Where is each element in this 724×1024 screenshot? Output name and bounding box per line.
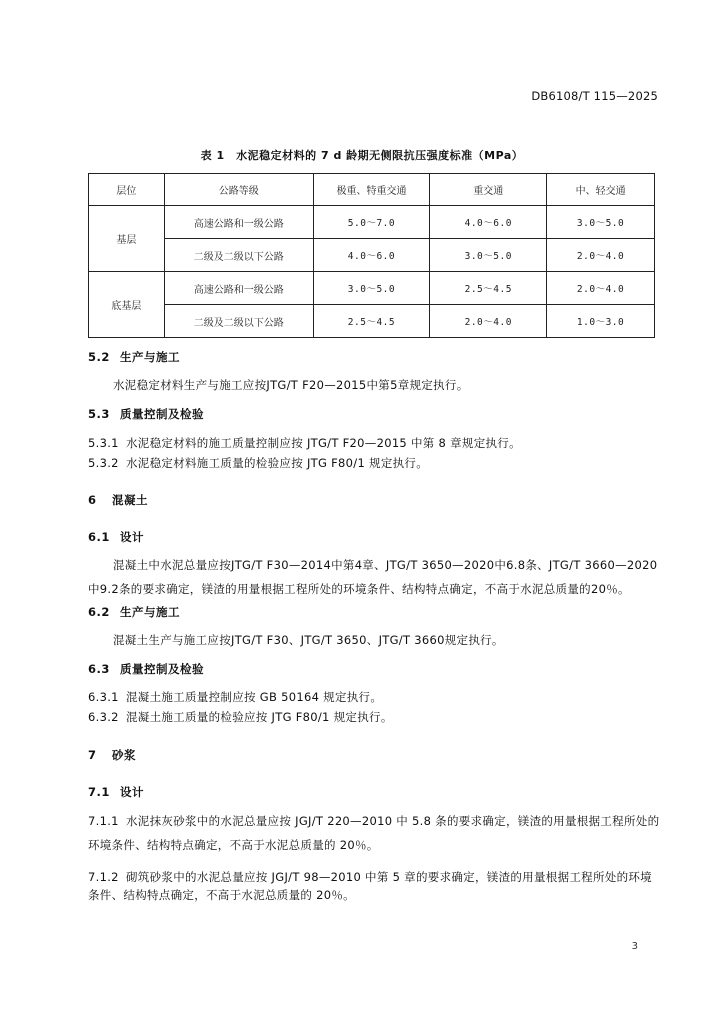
road-grade-cell: 高速公路和一级公路: [164, 272, 313, 305]
section-heading-6-1: [88, 529, 144, 545]
table-row: [89, 272, 655, 305]
section-title: 砂浆: [112, 748, 136, 762]
layer-cell: 基层: [89, 206, 165, 272]
clause-5-3-1: [88, 435, 658, 451]
clause-number: 7.1.2: [88, 870, 119, 884]
layer-cell: 底基层: [89, 272, 165, 338]
value-cell: 1.0～3.0: [547, 305, 655, 338]
chapter-heading-6: [88, 492, 148, 508]
paragraph: 水泥稳定材料生产与施工应按JTG/T F20—2015中第5章规定执行。: [113, 378, 469, 392]
column-header: 层位: [89, 174, 165, 206]
section-number: 5.3: [88, 407, 110, 421]
clause-number: 7.1.1: [88, 814, 119, 828]
clause-number: 5.3.1: [88, 436, 119, 450]
clause-text: 水泥稳定材料的施工质量控制应按 JTG/T F20—2015 中第 8 章规定执行。: [126, 436, 521, 450]
value-cell: 3.0～5.0: [430, 239, 547, 272]
column-header: 公路等级: [164, 174, 313, 206]
value-cell: 2.0～4.0: [547, 272, 655, 305]
section-number: 7.1: [88, 785, 110, 799]
clause-text: 砌筑砂浆中的水泥总量应按 JGJ/T 98—2010 中第 5 章的要求确定，镁渣的用量根据工程所处的环境条件、结构特点确定，不高于水泥总质量的 20％。: [88, 870, 652, 902]
clause-text: 混凝土施工质量控制应按 GB 50164 规定执行。: [126, 690, 383, 704]
road-grade-cell: 二级及二级以下公路: [164, 305, 313, 338]
clause-text: 水泥抹灰砂浆中的水泥总量应按 JGJ/T 220—2010 中 5.8 条的要求确定，镁渣的用量根据工程所处的环境条件、结构特点确定，不高于水泥总质量的 20％。: [88, 814, 660, 852]
section-title: 生产与施工: [120, 605, 180, 619]
column-header: 极重、特重交通: [313, 174, 430, 206]
value-cell: 4.0～6.0: [430, 206, 547, 239]
section-title: 设计: [120, 530, 144, 544]
section-title: 设计: [120, 785, 144, 799]
clause-7-1-2: [88, 868, 660, 904]
column-header: 重交通: [430, 174, 547, 206]
table-row: [89, 206, 655, 239]
column-header: 中、轻交通: [547, 174, 655, 206]
section-number: 6.1: [88, 530, 110, 544]
table-row: [89, 239, 655, 272]
chapter-heading-7: [88, 747, 136, 763]
value-cell: 3.0～5.0: [547, 206, 655, 239]
page-number: 3: [631, 941, 638, 952]
value-cell: 5.0～7.0: [313, 206, 430, 239]
section-number: 6.2: [88, 605, 110, 619]
section-heading-7-1: [88, 784, 144, 800]
section-title: 混凝土: [112, 493, 148, 507]
clause-number: 5.3.2: [88, 456, 119, 470]
section-heading-5-3: [88, 406, 204, 422]
clause-7-1-1: [88, 809, 660, 857]
value-cell: 2.0～4.0: [430, 305, 547, 338]
value-cell: 2.0～4.0: [547, 239, 655, 272]
section-number: 6.3: [88, 662, 110, 676]
clause-6-3-1: [88, 689, 658, 705]
section-title: 生产与施工: [120, 350, 180, 364]
strength-standard-table: [88, 173, 655, 338]
clause-number: 6.3.1: [88, 690, 119, 704]
road-grade-cell: 二级及二级以下公路: [164, 239, 313, 272]
table-header-row: [89, 174, 655, 206]
clause-text: 水泥稳定材料施工质量的检验应按 JTG F80/1 规定执行。: [126, 456, 429, 470]
clause-6-3-2: [88, 709, 658, 725]
table-title: 表 1 水泥稳定材料的 7 d 龄期无侧限抗压强度标准（MPa）: [200, 149, 524, 162]
section-number: 5.2: [88, 350, 110, 364]
road-grade-cell: 高速公路和一级公路: [164, 206, 313, 239]
clause-5-3-2: [88, 455, 658, 471]
value-cell: 2.5～4.5: [430, 272, 547, 305]
paragraph: 混凝土中水泥总量应按JTG/T F30—2014中第4章、JTG/T 3650—2020中6.8条、JTG/T 3660—2020中9.2条的要求确定，镁渣的用量根据工程所处的环境条件、结构特点确定，不高于水泥总质量的20％。: [88, 558, 658, 596]
document-id: DB6108/T 115—2025: [531, 89, 658, 103]
section-title: 质量控制及检验: [120, 407, 204, 421]
section-number: 6: [88, 493, 97, 507]
value-cell: 3.0～5.0: [313, 272, 430, 305]
clause-text: 混凝土施工质量的检验应按 JTG F80/1 规定执行。: [126, 710, 393, 724]
table-row: [89, 305, 655, 338]
section-title: 质量控制及检验: [120, 662, 204, 676]
section-heading-6-3: [88, 661, 204, 677]
section-heading-6-2: [88, 604, 180, 620]
paragraph: 混凝土生产与施工应按JTG/T F30、JTG/T 3650、JTG/T 3660规定执行。: [113, 633, 504, 647]
value-cell: 2.5～4.5: [313, 305, 430, 338]
section-number: 7: [88, 748, 97, 762]
clause-number: 6.3.2: [88, 710, 119, 724]
value-cell: 4.0～6.0: [313, 239, 430, 272]
section-heading-5-2: [88, 349, 180, 365]
